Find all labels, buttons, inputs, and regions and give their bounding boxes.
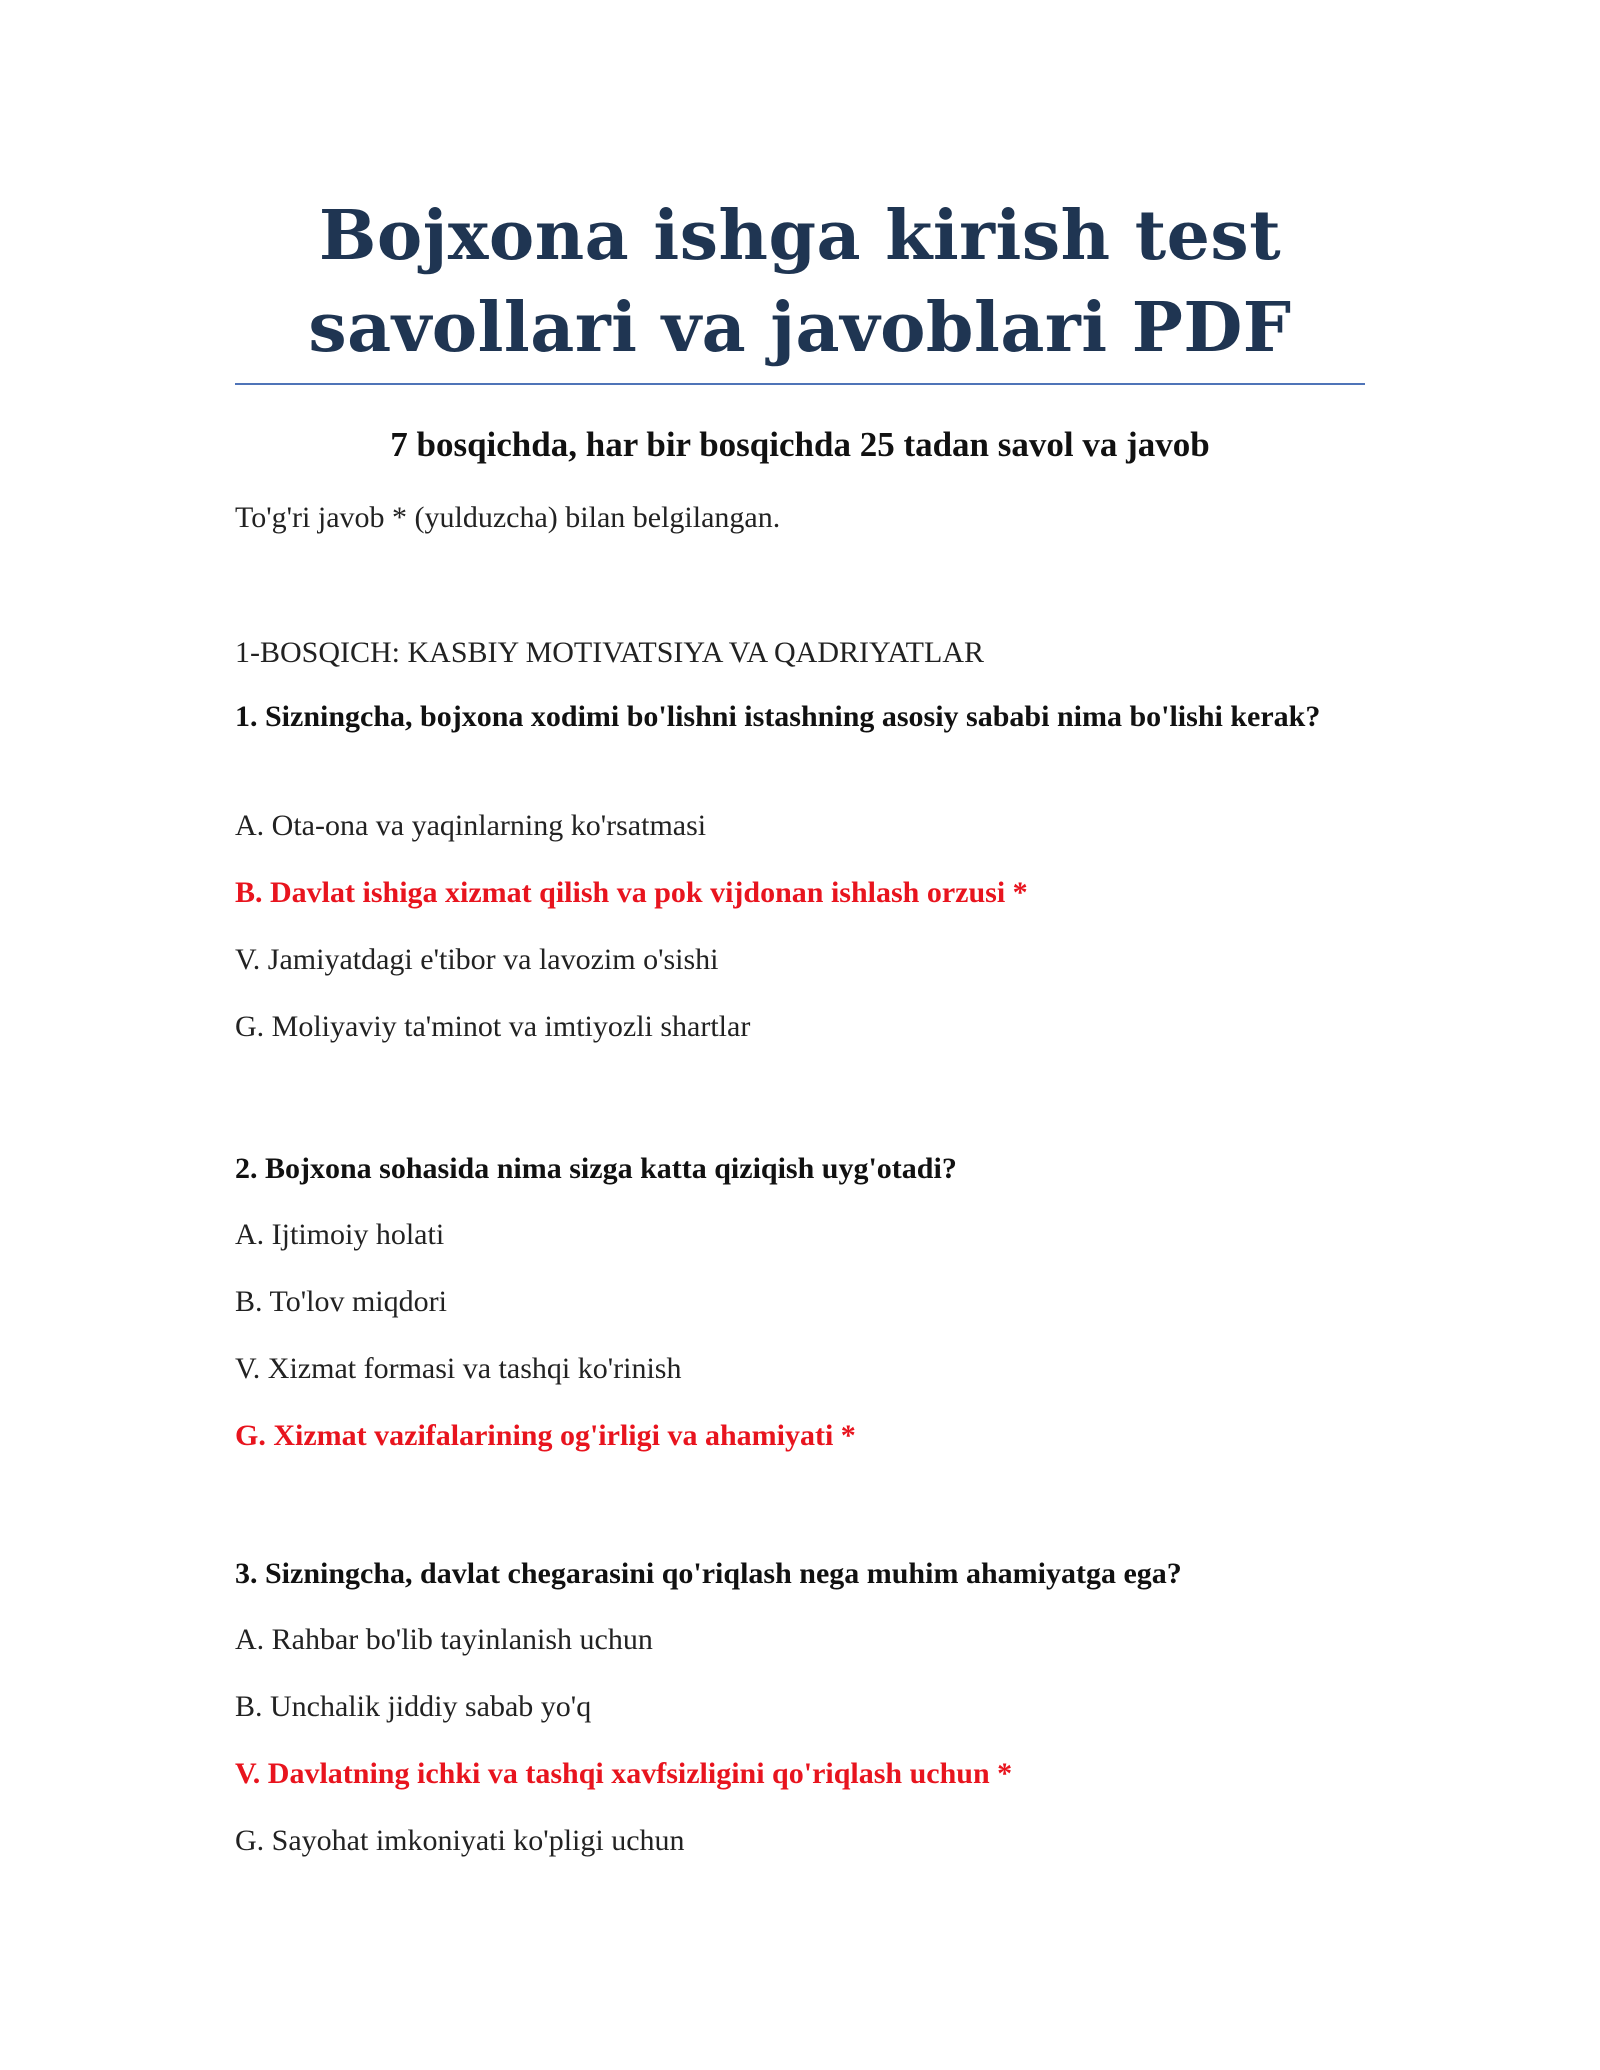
title-line-1: Bojxona ishga kirish test <box>318 196 1282 276</box>
option-v-correct: V. Davlatning ichki va tashqi xavfsizligini qo'riqlash uchun * <box>235 1757 1013 1790</box>
option-a: A. Ota-ona va yaqinlarning ko'rsatmasi <box>235 809 707 842</box>
title-line-2: savollari va javoblari PDF <box>308 288 1292 368</box>
option-g: G. Moliyaviy ta'minot va imtiyozli shartlar <box>235 1010 751 1043</box>
option-a: A. Ijtimoiy holati <box>235 1218 445 1251</box>
option-b: B. To'lov miqdori <box>235 1285 447 1318</box>
question-text: 2. Bojxona sohasida nima sizga katta qiziqish uyg'otadi? <box>235 1152 957 1185</box>
question-text: 1. Sizningcha, bojxona xodimi bo'lishni istashning asosiy sababi nima bo'lishi kerak? <box>235 700 1321 733</box>
option-a: A. Rahbar bo'lib tayinlanish uchun <box>235 1623 653 1656</box>
section-heading: 1-BOSQICH: KASBIY MOTIVATSIYA VA QADRIYATLAR <box>235 636 984 669</box>
option-g-correct: G. Xizmat vazifalarining og'irligi va ahamiyati * <box>235 1419 856 1452</box>
question-3 <box>235 1553 1365 1857</box>
option-b-correct: B. Davlat ishiga xizmat qilish va pok vijdonan ishlash orzusi * <box>235 876 1028 909</box>
document-title <box>235 190 1365 374</box>
question-1 <box>235 696 1365 1043</box>
document-subtitle: 7 bosqichda, har bir bosqichda 25 tadan savol va javob <box>390 425 1210 464</box>
option-v: V. Xizmat formasi va tashqi ko'rinish <box>235 1352 682 1385</box>
option-b: B. Unchalik jiddiy sabab yo'q <box>235 1690 592 1723</box>
question-text: 3. Sizningcha, davlat chegarasini qo'riqlash nega muhim ahamiyatga ega? <box>235 1557 1182 1590</box>
option-g: G. Sayohat imkoniyati ko'pligi uchun <box>235 1824 685 1857</box>
answer-key-note: To'g'ri javob * (yulduzcha) bilan belgilangan. <box>235 501 781 534</box>
title-divider <box>235 383 1365 385</box>
question-2 <box>235 1148 1365 1452</box>
option-v: V. Jamiyatdagi e'tibor va lavozim o'sishi <box>235 943 719 976</box>
